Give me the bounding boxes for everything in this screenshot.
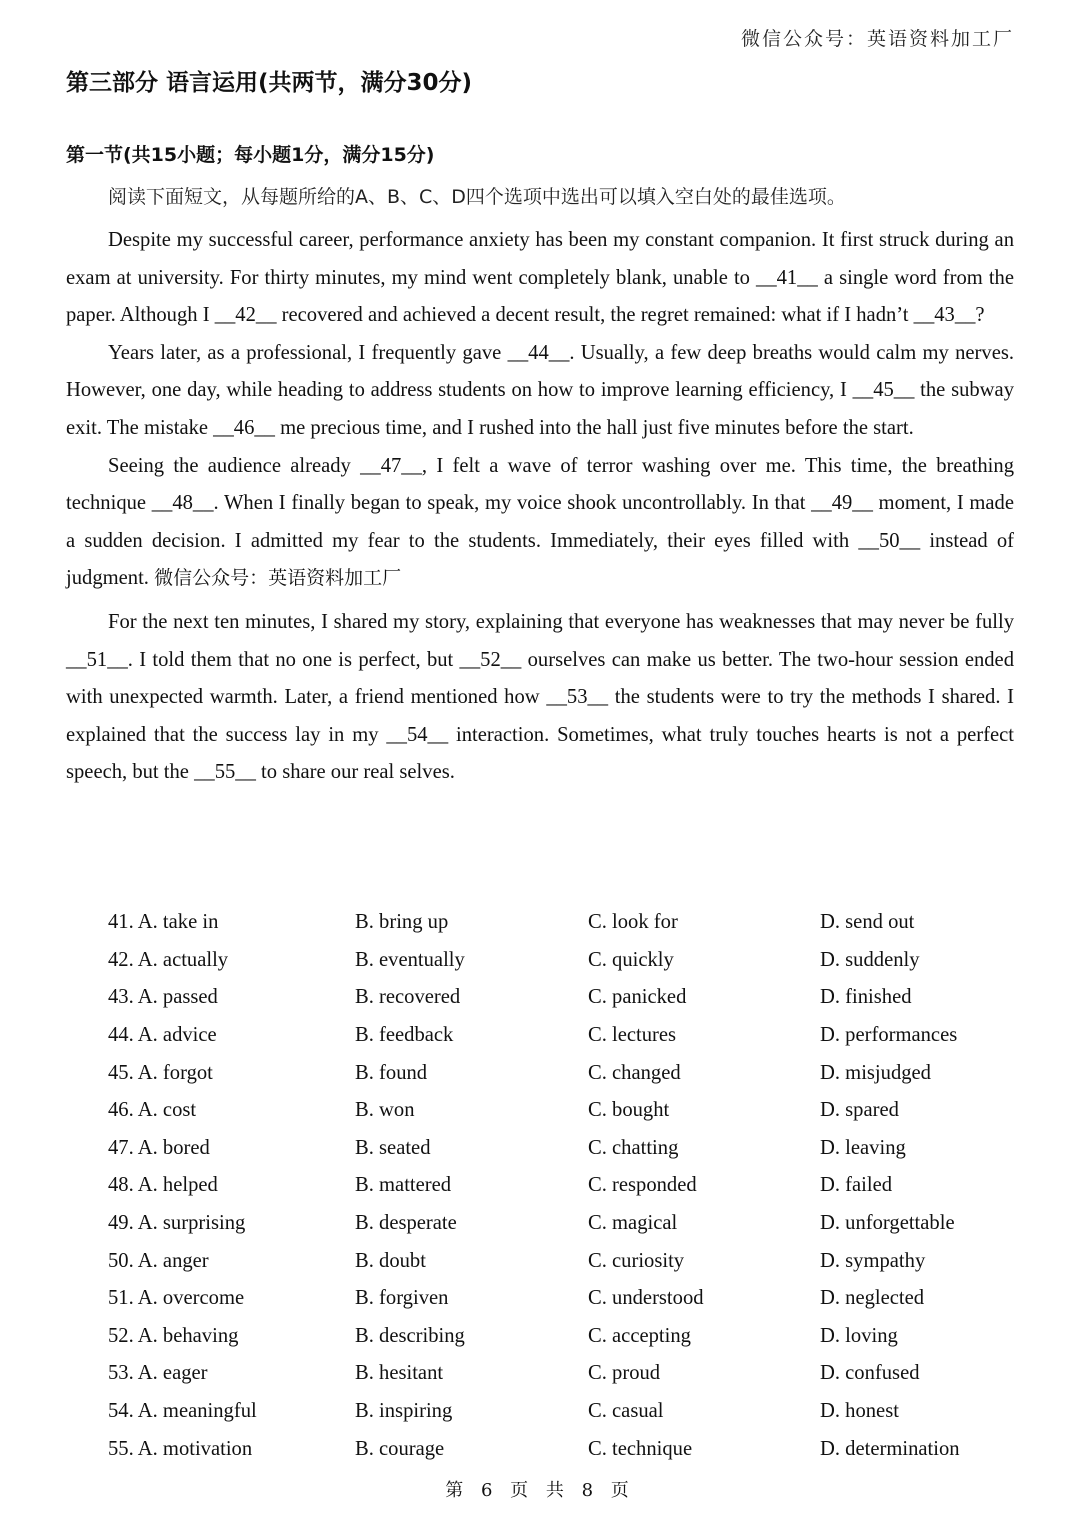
option-b: B. seated (355, 1136, 431, 1159)
option-d: D. suddenly (820, 948, 920, 971)
option-a: 44. A. advice (108, 1024, 217, 1047)
option-a: 53. A. eager (108, 1362, 208, 1385)
option-b: B. found (355, 1061, 428, 1084)
option-row (108, 1054, 1020, 1092)
option-row (108, 1280, 1020, 1318)
option-row (108, 979, 1020, 1017)
option-c: C. changed (588, 1061, 681, 1084)
option-row (108, 1242, 1020, 1280)
option-c: C. proud (588, 1362, 661, 1385)
option-d: D. finished (820, 986, 912, 1009)
passage-paragraph-2: Years later, as a professional, I frequently gave __44__. Usually, a few deep breaths would calm my nerves. However, one day, while heading to address students on how to improve learning efficiency, I __45__ the subway exit. The mistake __46__ me precious time, and I rushed into the hall just five minutes before the start. (66, 341, 1014, 439)
passage-paragraph-4: For the next ten minutes, I shared my story, explaining that everyone has weaknesses that may never be fully __51__. I told them that no one is perfect, but __52__ ourselves can make us better. The two-hour session ended with unexpected warmth. Later, a friend mentioned how __53__ the students were to try the methods I shared. I explained that the success lay in my __54__ interaction. Sometimes, what truly touches hearts is not a perfect speech, but the __55__ to share our real selves. (66, 610, 1014, 784)
option-a: 45. A. forgot (108, 1061, 213, 1084)
option-d: D. unforgettable (820, 1212, 955, 1235)
option-b: B. bring up (355, 911, 449, 934)
option-d: D. performances (820, 1024, 958, 1047)
option-d: D. confused (820, 1362, 920, 1385)
option-c: C. understood (588, 1287, 704, 1310)
option-d: D. failed (820, 1174, 893, 1197)
option-c: C. casual (588, 1400, 664, 1423)
option-d: D. send out (820, 911, 915, 934)
option-a: 52. A. behaving (108, 1324, 239, 1347)
passage-paragraph-3-text: Seeing the audience already __47__, I felt a wave of terror washing over me. This time, the breathing technique __48__. When I finally began to speak, my voice shook uncontrollably. In that __49__ moment, I made a sudden decision. I admitted my fear to the students. Immediately, their eyes filled with __50__ instead of judgment. (66, 454, 1014, 590)
option-row (108, 1393, 1020, 1431)
option-c: C. bought (588, 1099, 670, 1122)
option-b: B. desperate (355, 1212, 457, 1235)
passage-paragraph-3 (66, 448, 1014, 598)
option-row (108, 942, 1020, 980)
option-a: 47. A. bored (108, 1136, 210, 1159)
option-a: 49. A. surprising (108, 1212, 246, 1235)
option-c: C. responded (588, 1174, 697, 1197)
section-title: 第一节(共15小题；每小题1分，满分15分) (66, 144, 435, 166)
option-b: B. mattered (355, 1174, 452, 1197)
option-c: C. panicked (588, 986, 687, 1009)
option-a: 48. A. helped (108, 1174, 218, 1197)
page-footer: 第 6 页 共 8 页 (445, 1480, 635, 1501)
option-c: C. magical (588, 1212, 678, 1235)
option-row (108, 1205, 1020, 1243)
option-row (108, 1130, 1020, 1168)
option-c: C. curiosity (588, 1249, 685, 1272)
option-row (108, 1355, 1020, 1393)
option-d: D. neglected (820, 1287, 925, 1310)
options-list (108, 904, 1020, 1468)
option-c: C. quickly (588, 948, 674, 971)
option-a: 41. A. take in (108, 911, 219, 934)
instruction-text: 阅读下面短文，从每题所给的A、B、C、D四个选项中选出可以填入空白处的最佳选项。 (108, 186, 846, 208)
option-a: 51. A. overcome (108, 1287, 245, 1310)
option-b: B. forgiven (355, 1287, 449, 1310)
option-a: 43. A. passed (108, 986, 218, 1009)
option-d: D. determination (820, 1437, 960, 1460)
option-b: B. hesitant (355, 1362, 444, 1385)
option-b: B. feedback (355, 1024, 454, 1047)
option-a: 55. A. motivation (108, 1437, 253, 1460)
option-row (108, 904, 1020, 942)
header-watermark: 微信公众号：英语资料加工厂 (740, 28, 1014, 50)
passage-paragraph-1: Despite my successful career, performance anxiety has been my constant companion. It first struck during an exam at university. For thirty minutes, my mind went completely blank, unable to __41__ a single word from the paper. Although I __42__ recovered and achieved a decent result, the regret remained: what if I hadn’t __43__? (66, 229, 1014, 327)
option-a: 46. A. cost (108, 1099, 197, 1122)
option-d: D. spared (820, 1099, 899, 1122)
option-c: C. accepting (588, 1324, 691, 1347)
option-d: D. loving (820, 1324, 898, 1347)
option-row (108, 1017, 1020, 1055)
inline-watermark: 微信公众号：英语资料加工厂 (154, 567, 402, 590)
option-row (108, 1318, 1020, 1356)
option-d: D. sympathy (820, 1249, 926, 1272)
option-d: D. leaving (820, 1136, 906, 1159)
option-b: B. recovered (355, 986, 461, 1009)
option-b: B. eventually (355, 948, 465, 971)
option-c: C. lectures (588, 1024, 677, 1047)
option-c: C. chatting (588, 1136, 679, 1159)
option-a: 50. A. anger (108, 1249, 209, 1272)
option-row (108, 1092, 1020, 1130)
option-c: C. look for (588, 911, 678, 934)
option-a: 54. A. meaningful (108, 1400, 257, 1423)
option-c: C. technique (588, 1437, 693, 1460)
option-b: B. courage (355, 1437, 445, 1460)
option-b: B. inspiring (355, 1400, 453, 1423)
option-d: D. honest (820, 1400, 899, 1423)
option-b: B. describing (355, 1324, 465, 1347)
option-row (108, 1167, 1020, 1205)
part-title: 第三部分 语言运用(共两节，满分30分) (66, 70, 473, 96)
option-b: B. won (355, 1099, 415, 1122)
option-a: 42. A. actually (108, 948, 229, 971)
option-d: D. misjudged (820, 1061, 931, 1084)
passage (66, 222, 1014, 792)
option-b: B. doubt (355, 1249, 426, 1272)
option-row (108, 1430, 1020, 1468)
